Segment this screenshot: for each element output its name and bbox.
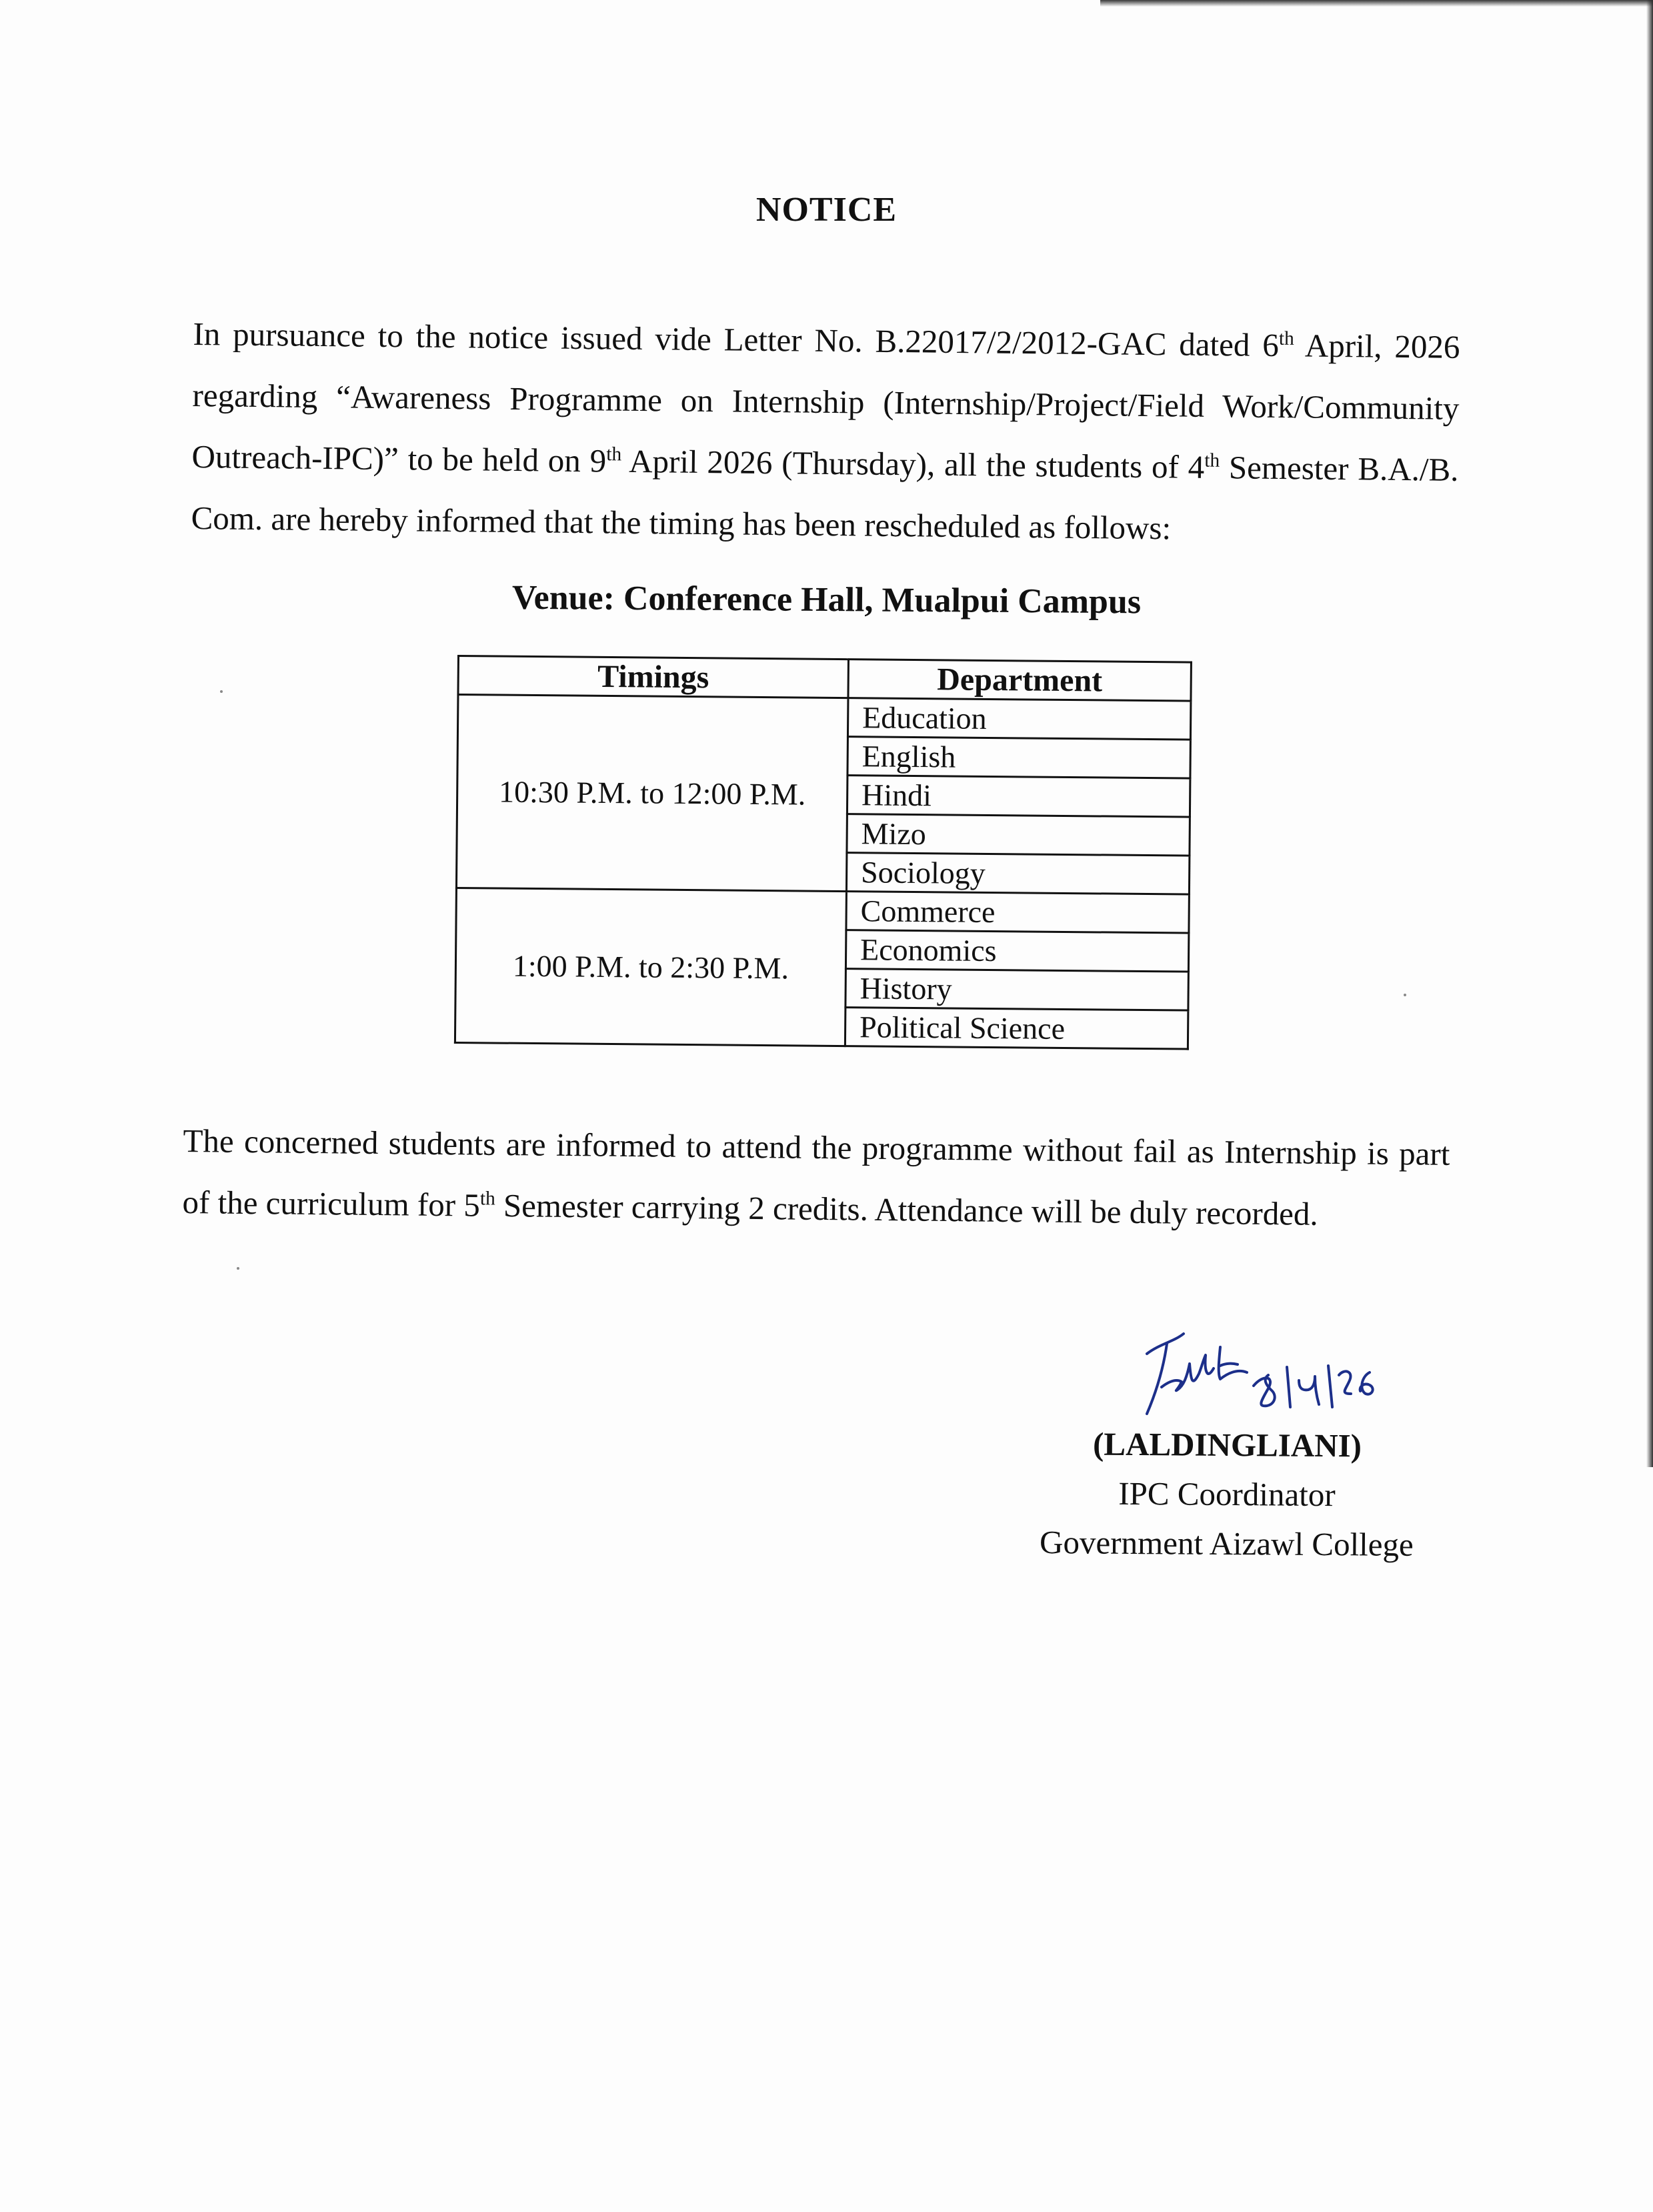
department-cell: Mizo (847, 814, 1190, 856)
schedule-table (454, 655, 1192, 1050)
intro-text-1: In pursuance to the notice issued vide Letter No. B.22017/2/2012-GAC dated 6 (193, 315, 1280, 364)
signatory-block (1000, 1419, 1454, 1570)
notice-paragraph-instructions (182, 1110, 1450, 1246)
schedule-header-row (458, 656, 1191, 702)
scan-shadow-top (1100, 0, 1653, 7)
table-row (457, 695, 1190, 740)
department-header: Department (848, 660, 1191, 701)
department-cell: English (848, 737, 1190, 778)
scan-speck (220, 690, 223, 693)
instructions-text-2: Semester carrying 2 credits. Attendance will be duly recorded. (495, 1186, 1319, 1232)
department-cell: History (846, 969, 1188, 1010)
department-cell: Sociology (846, 853, 1189, 894)
department-cell: Commerce (846, 892, 1189, 933)
intro-sup-1: th (1278, 327, 1294, 349)
signature-date: 8|4|26 (453, 640, 455, 641)
signatory-name: (LALDINGLIANI) (1092, 1425, 1362, 1464)
intro-text-4: Semester B.A./B. Com. are hereby informed that the timing has been rescheduled as follows: (191, 449, 1459, 547)
department-cell: Economics (846, 930, 1188, 972)
time-slot-2: 1:00 P.M. to 2:30 P.M. (455, 888, 846, 1046)
department-cell: Hindi (847, 776, 1190, 817)
instructions-sup-1: th (479, 1188, 495, 1210)
timings-header: Timings (458, 656, 848, 698)
intro-sup-2: th (606, 443, 622, 465)
venue-heading: Venue: Conference Hall, Mualpui Campus (511, 578, 1142, 622)
intro-text-2: April, 2026 regarding “Awareness Programme on Internship (Internship/Project/Field Work/Community Outreach-IPC)” to be held on 9 (191, 327, 1460, 479)
instructions-text-1: The concerned students are informed to attend the programme without fail as Internship is part of the curriculum for 5 (182, 1122, 1450, 1224)
scan-speck (237, 1267, 239, 1270)
notice-title: NOTICE (755, 191, 898, 229)
intro-text-3: April 2026 (Thursday), all the students of 4 (621, 442, 1205, 485)
signatory-designation: IPC Coordinator (1118, 1474, 1336, 1514)
department-cell: Education (848, 698, 1190, 740)
signatory-institution: Government Aizawl College (1039, 1524, 1414, 1563)
intro-sup-3: th (1204, 449, 1220, 471)
table-row (456, 888, 1189, 933)
scan-speck (1404, 994, 1406, 996)
department-cell: Political Science (845, 1008, 1188, 1049)
time-slot-1: 10:30 P.M. to 12:00 P.M. (456, 695, 848, 892)
notice-paragraph-intro (191, 303, 1460, 562)
